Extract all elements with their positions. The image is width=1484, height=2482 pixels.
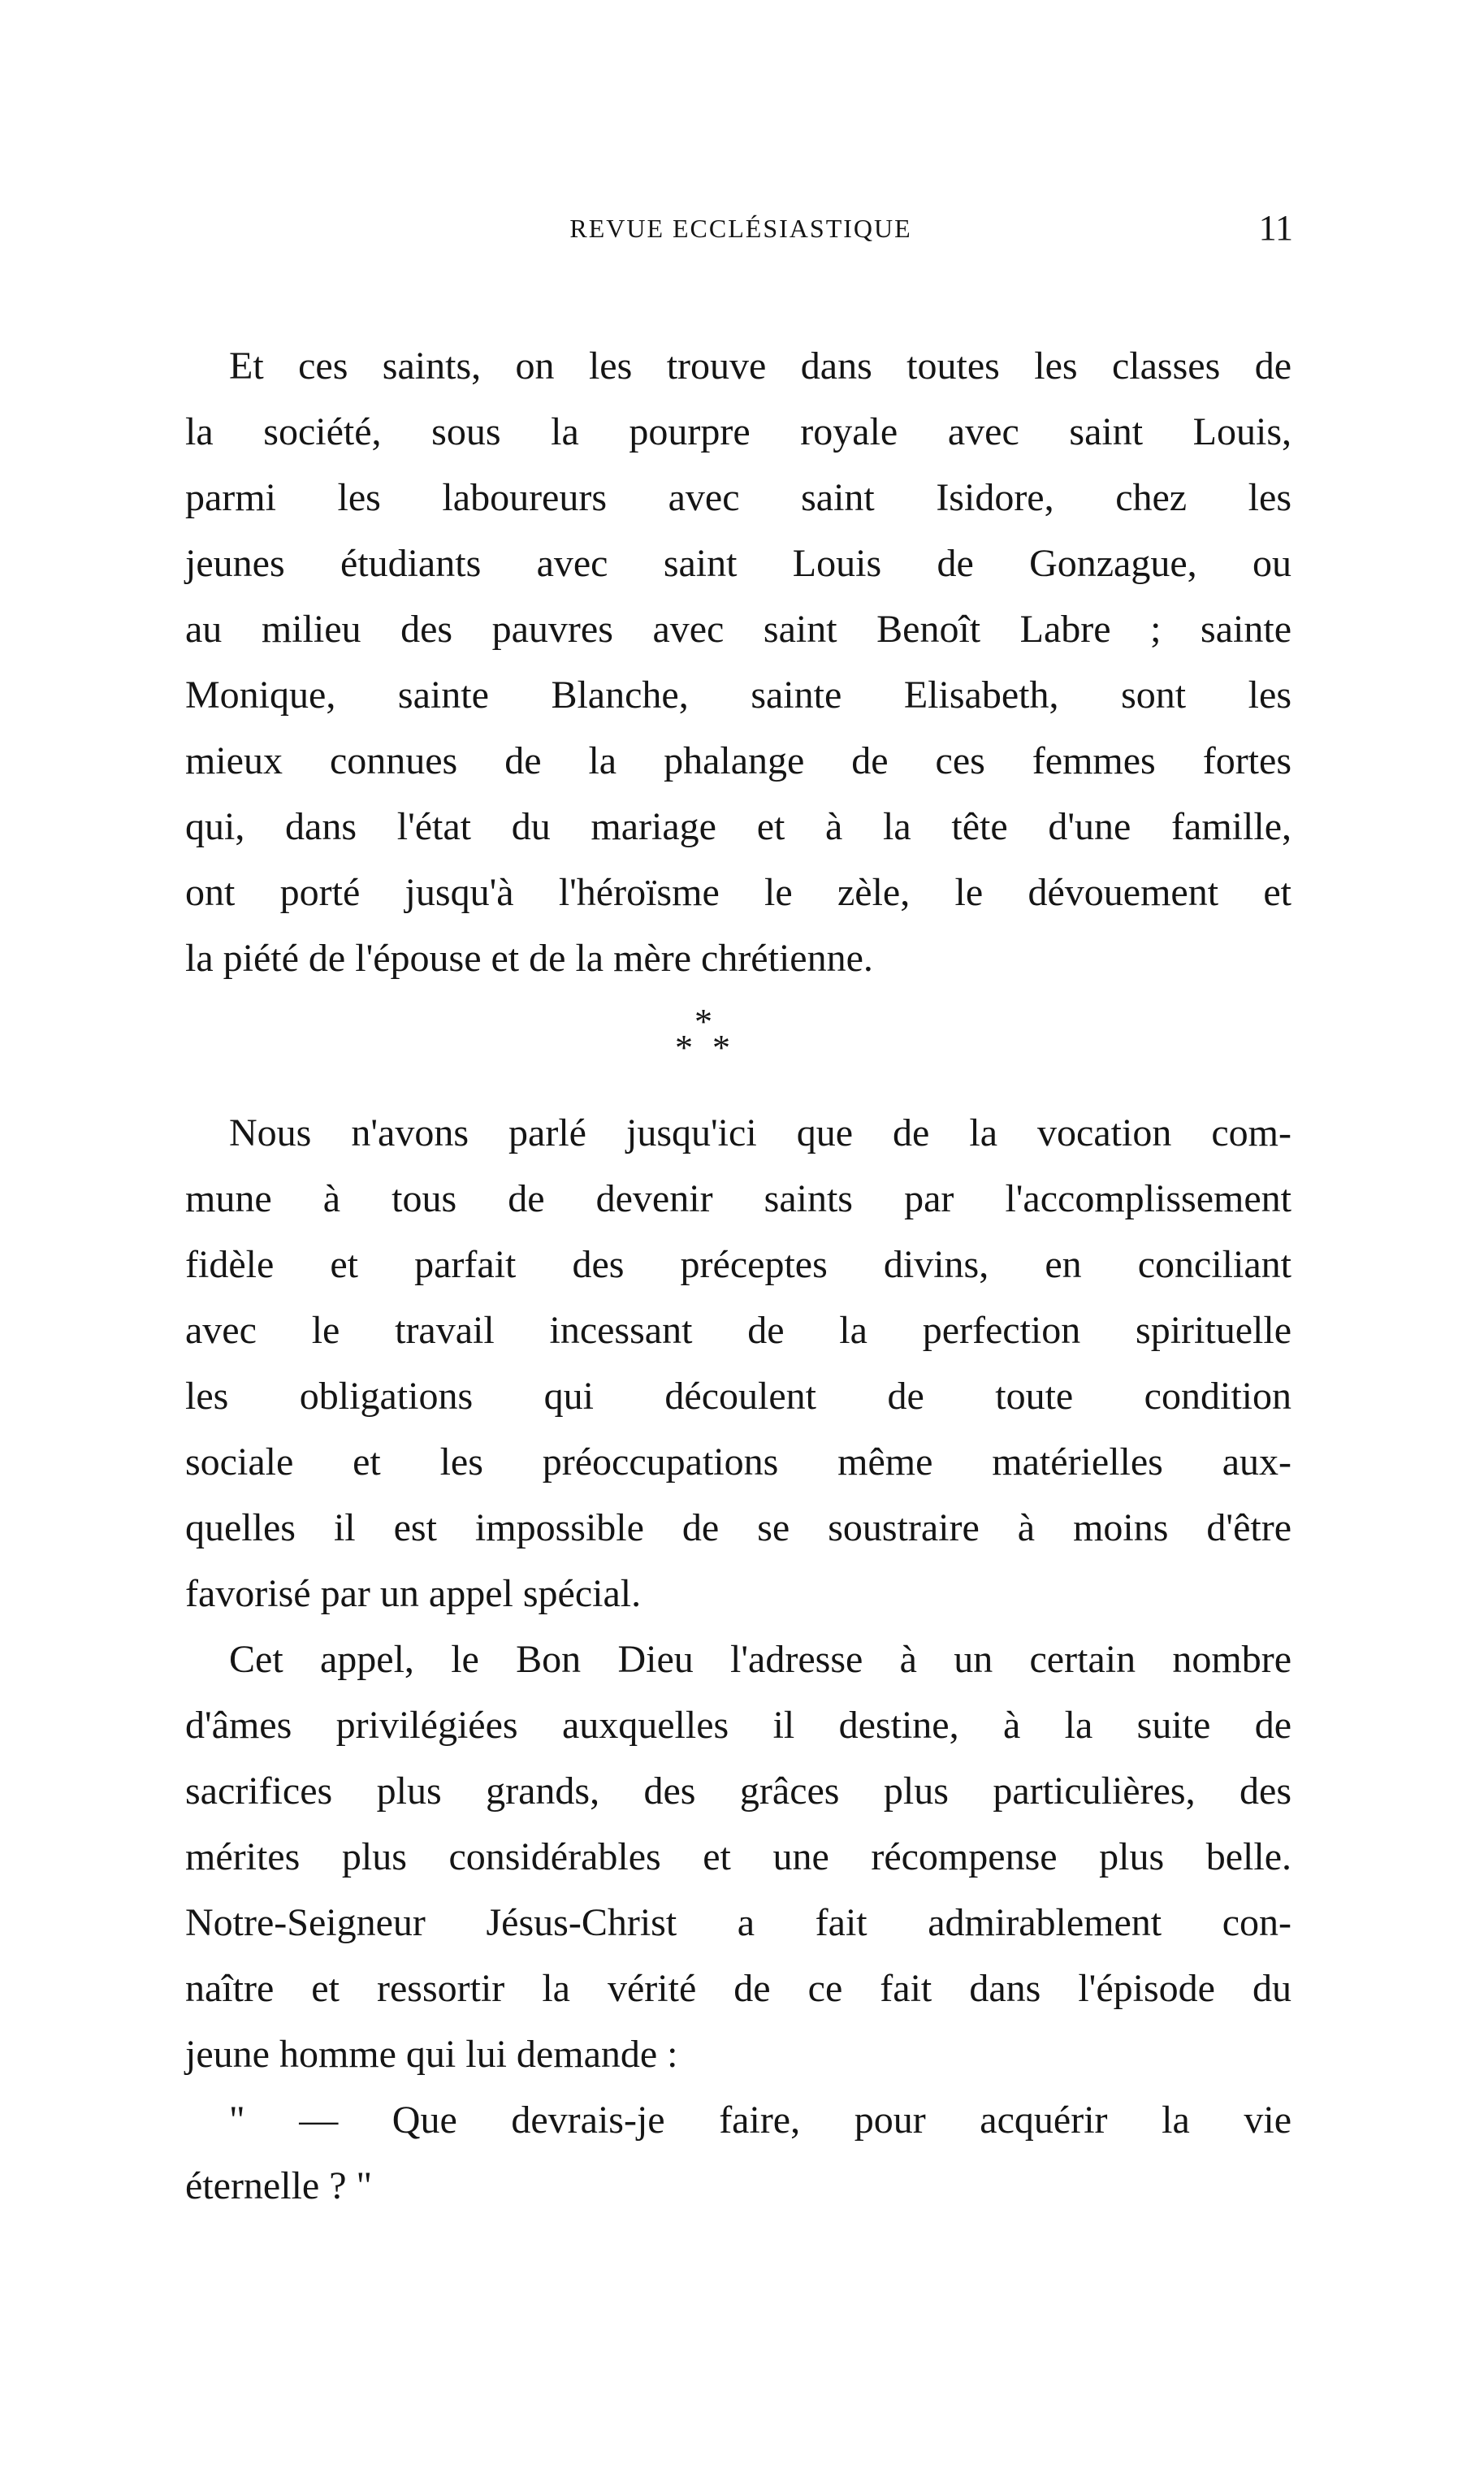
text-line: favorisé par un appel spécial. xyxy=(185,1572,642,1615)
asterism-separator xyxy=(185,998,1291,1085)
text-line: avec le travail incessant de la perfection spirituelle xyxy=(185,1309,1291,1352)
text-line: Monique, sainte Blanche, sainte Elisabeth, sont les xyxy=(185,674,1291,717)
paragraph-vocation xyxy=(185,1100,1291,1627)
text-line: mune à tous de devenir saints par l'accomplissement xyxy=(185,1177,1291,1220)
text-line: au milieu des pauvres avec saint Benoît Labre ; sainte xyxy=(185,608,1291,651)
text-line: éternelle ? " xyxy=(185,2164,373,2207)
paragraph-quote xyxy=(185,2087,1291,2219)
text-line: quelles il est impossible de se soustraire à moins d'être xyxy=(185,1506,1291,1549)
body-text xyxy=(185,333,1291,2219)
paragraph-saints xyxy=(185,333,1291,991)
text-line: mieux connues de la phalange de ces femmes fortes xyxy=(185,739,1291,782)
text-line: Notre-Seigneur Jésus-Christ a fait admirablement con- xyxy=(185,1901,1291,1944)
text-line: parmi les laboureurs avec saint Isidore, chez les xyxy=(185,476,1291,519)
asterisk: * xyxy=(694,1002,712,1042)
text-line: Et ces saints, on les trouve dans toutes les classes de xyxy=(229,344,1291,388)
text-line: d'âmes privilégiées auxquelles il destine, à la suite de xyxy=(185,1704,1291,1747)
text-line: les obligations qui découlent de toute condition xyxy=(185,1375,1291,1418)
text-line: jeune homme qui lui demande : xyxy=(185,2033,678,2076)
text-line: la société, sous la pourpre royale avec saint Louis, xyxy=(185,410,1291,453)
asterisk: * xyxy=(712,1028,730,1068)
text-line: " — Que devrais-je faire, pour acquérir la vie xyxy=(229,2099,1291,2142)
running-title: REVUE ECCLÉSIASTIQUE xyxy=(569,214,912,243)
text-line: Nous n'avons parlé jusqu'ici que de la vocation com- xyxy=(229,1111,1291,1154)
text-line: jeunes étudiants avec saint Louis de Gonzague, ou xyxy=(185,542,1291,585)
page-number: 11 xyxy=(1258,208,1293,248)
asterisk: * xyxy=(675,1028,693,1068)
running-head xyxy=(188,207,1293,256)
text-line: Cet appel, le Bon Dieu l'adresse à un certain nombre xyxy=(229,1638,1291,1681)
text-line: la piété de l'épouse et de la mère chrétienne. xyxy=(185,937,873,980)
text-line: ont porté jusqu'à l'héroïsme le zèle, le dévouement et xyxy=(185,871,1291,914)
text-line: sacrifices plus grands, des grâces plus particulières, des xyxy=(185,1769,1291,1813)
paragraph-appel xyxy=(185,1627,1291,2087)
text-line: naître et ressortir la vérité de ce fait dans l'épisode du xyxy=(185,1967,1291,2010)
text-line: fidèle et parfait des préceptes divins, en conciliant xyxy=(185,1243,1291,1286)
text-line: mérites plus considérables et une récompense plus belle. xyxy=(185,1835,1291,1878)
text-line: sociale et les préoccupations même matérielles aux- xyxy=(185,1440,1291,1484)
text-line: qui, dans l'état du mariage et à la tête d'une famille, xyxy=(185,805,1291,848)
